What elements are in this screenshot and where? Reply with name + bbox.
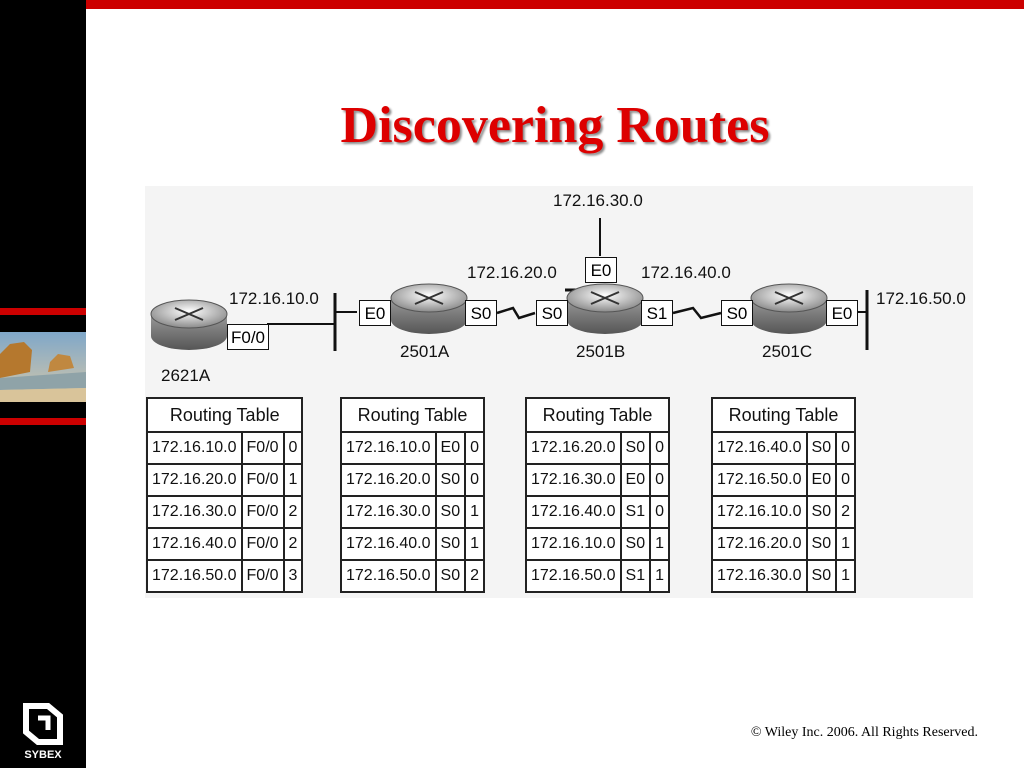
table-cell: 3 xyxy=(284,560,303,592)
port-2501a-e0: E0 xyxy=(359,300,391,326)
routing-table-2501a xyxy=(340,397,485,593)
table-cell: 0 xyxy=(465,432,484,464)
port-2501a-s0: S0 xyxy=(465,300,497,326)
router-name-2501c: 2501C xyxy=(762,342,813,361)
port-2501b-e0: E0 xyxy=(585,257,617,283)
port-2501c-s0: S0 xyxy=(721,300,753,326)
table-row xyxy=(147,560,302,592)
table-cell: S0 xyxy=(807,528,837,560)
top-accent-bar xyxy=(0,0,1024,9)
table-row xyxy=(712,528,855,560)
table-cell: S0 xyxy=(436,528,466,560)
svg-text:SYBEX: SYBEX xyxy=(24,749,62,761)
table-cell: S0 xyxy=(807,496,837,528)
table-cell: 0 xyxy=(284,432,303,464)
table-cell: 0 xyxy=(650,496,669,528)
port-2501b-s1: S1 xyxy=(641,300,673,326)
table-cell: F0/0 xyxy=(242,464,284,496)
table-cell: E0 xyxy=(621,464,651,496)
router-2621a-icon xyxy=(151,300,227,350)
port-2501b-s0: S0 xyxy=(536,300,568,326)
table-cell: F0/0 xyxy=(242,432,284,464)
table-row xyxy=(341,496,484,528)
table-row xyxy=(526,464,669,496)
routing-table-heading: Routing Table xyxy=(341,398,484,432)
table-row xyxy=(712,560,855,592)
slide-title: Discovering Routes xyxy=(340,97,770,154)
serial-link-a-b xyxy=(497,308,535,318)
table-cell: 172.16.50.0 xyxy=(147,560,242,592)
table-cell: 172.16.10.0 xyxy=(147,432,242,464)
table-cell: 172.16.20.0 xyxy=(147,464,242,496)
table-row xyxy=(712,496,855,528)
table-cell: S0 xyxy=(621,528,651,560)
table-cell: 2 xyxy=(465,560,484,592)
table-row xyxy=(712,464,855,496)
table-row xyxy=(526,560,669,592)
table-cell: 2 xyxy=(284,528,303,560)
routing-table-heading: Routing Table xyxy=(526,398,669,432)
table-row xyxy=(341,432,484,464)
table-cell: 172.16.30.0 xyxy=(526,464,621,496)
table-cell: 1 xyxy=(650,560,669,592)
routing-table-2621a xyxy=(146,397,303,593)
table-cell: 1 xyxy=(836,528,855,560)
table-row xyxy=(147,464,302,496)
table-cell: 172.16.10.0 xyxy=(526,528,621,560)
routing-table-2501c xyxy=(711,397,856,593)
table-cell: 1 xyxy=(836,560,855,592)
table-cell: 172.16.40.0 xyxy=(712,432,807,464)
sidebar-stripe-bottom xyxy=(0,418,86,425)
table-cell: 172.16.40.0 xyxy=(147,528,242,560)
table-row xyxy=(147,432,302,464)
table-cell: 172.16.20.0 xyxy=(712,528,807,560)
table-cell: E0 xyxy=(807,464,837,496)
table-cell: 1 xyxy=(650,528,669,560)
network-diagram xyxy=(145,186,973,598)
table-cell: 0 xyxy=(650,464,669,496)
table-cell: 172.16.30.0 xyxy=(147,496,242,528)
router-name-2501a: 2501A xyxy=(400,342,450,361)
routing-table-heading: Routing Table xyxy=(147,398,302,432)
table-cell: S1 xyxy=(621,560,651,592)
sidebar-photo xyxy=(0,332,86,402)
table-cell: 172.16.20.0 xyxy=(341,464,436,496)
table-row xyxy=(341,528,484,560)
router-name-2621a: 2621A xyxy=(161,366,211,385)
table-cell: 172.16.30.0 xyxy=(341,496,436,528)
table-cell: 0 xyxy=(465,464,484,496)
copyright-footer: © Wiley Inc. 2006. All Rights Reserved. xyxy=(750,725,978,740)
table-row xyxy=(712,432,855,464)
table-cell: 172.16.30.0 xyxy=(712,560,807,592)
table-cell: S1 xyxy=(621,496,651,528)
table-row xyxy=(147,496,302,528)
routing-table-2501b xyxy=(525,397,670,593)
table-cell: 172.16.50.0 xyxy=(712,464,807,496)
table-row xyxy=(341,464,484,496)
routing-table-heading: Routing Table xyxy=(712,398,855,432)
table-row xyxy=(526,528,669,560)
table-row xyxy=(526,496,669,528)
sidebar xyxy=(0,0,86,768)
table-cell: 172.16.40.0 xyxy=(526,496,621,528)
table-cell: 1 xyxy=(284,464,303,496)
table-cell: S0 xyxy=(436,560,466,592)
network-label-40: 172.16.40.0 xyxy=(641,263,731,282)
table-cell: 0 xyxy=(836,464,855,496)
network-label-30: 172.16.30.0 xyxy=(553,191,643,210)
table-cell: F0/0 xyxy=(242,560,284,592)
table-cell: 172.16.40.0 xyxy=(341,528,436,560)
table-row xyxy=(341,560,484,592)
table-cell: S0 xyxy=(807,432,837,464)
serial-link-b-c xyxy=(673,308,721,318)
port-2501c-e0: E0 xyxy=(826,300,858,326)
table-cell: 172.16.10.0 xyxy=(341,432,436,464)
table-cell: S0 xyxy=(436,464,466,496)
router-2501a-icon xyxy=(391,284,467,334)
table-cell: 172.16.50.0 xyxy=(341,560,436,592)
table-cell: 0 xyxy=(650,432,669,464)
sybex-logo xyxy=(14,702,72,762)
table-cell: 172.16.10.0 xyxy=(712,496,807,528)
router-name-2501b: 2501B xyxy=(576,342,626,361)
table-cell: 172.16.20.0 xyxy=(526,432,621,464)
network-label-50: 172.16.50.0 xyxy=(876,289,966,308)
network-label-10: 172.16.10.0 xyxy=(229,289,319,308)
table-cell: F0/0 xyxy=(242,528,284,560)
table-row xyxy=(526,432,669,464)
table-cell: E0 xyxy=(436,432,466,464)
table-cell: 1 xyxy=(465,528,484,560)
table-cell: 2 xyxy=(284,496,303,528)
router-2501c-icon xyxy=(751,284,827,334)
table-cell: S0 xyxy=(436,496,466,528)
table-cell: 1 xyxy=(465,496,484,528)
table-row xyxy=(147,528,302,560)
router-2501b-icon xyxy=(567,284,643,334)
table-cell: S0 xyxy=(807,560,837,592)
table-cell: 172.16.50.0 xyxy=(526,560,621,592)
table-cell: 0 xyxy=(836,432,855,464)
sidebar-stripe-top xyxy=(0,308,86,315)
table-cell: S0 xyxy=(621,432,651,464)
network-label-20: 172.16.20.0 xyxy=(467,263,557,282)
table-cell: 2 xyxy=(836,496,855,528)
table-cell: F0/0 xyxy=(242,496,284,528)
port-2621a-f00: F0/0 xyxy=(227,324,269,350)
